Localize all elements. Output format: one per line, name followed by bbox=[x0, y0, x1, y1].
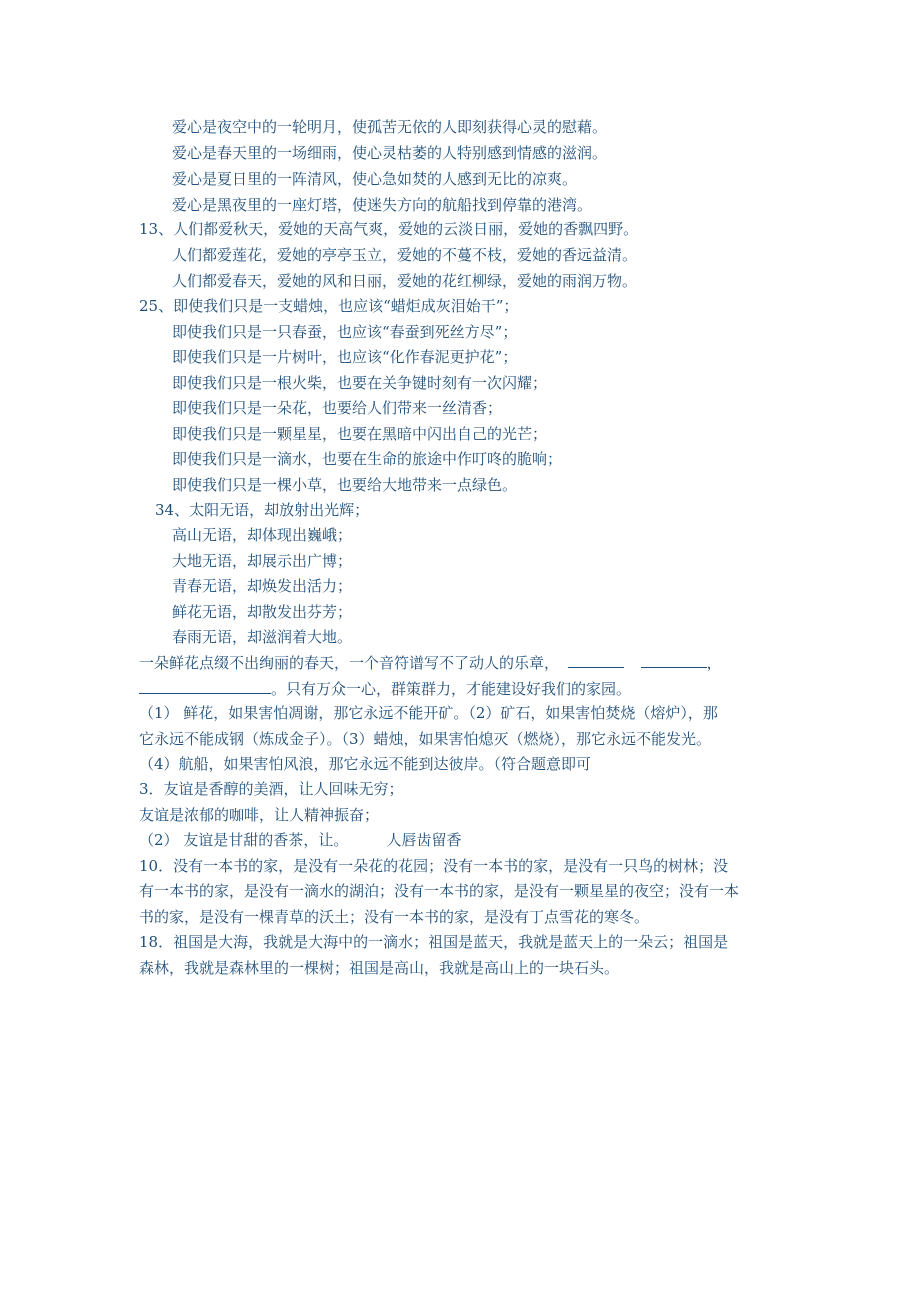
answer-blank bbox=[568, 652, 624, 668]
text-segment: ， bbox=[706, 654, 722, 672]
text-segment: 。只有万众一心，群策群力，才能建设好我们的家园。 bbox=[271, 680, 632, 698]
text-line: 13、人们都爱秋天，爱她的天高气爽，爱她的云淡日丽，爱她的香飘四野。 bbox=[139, 220, 639, 238]
text-line: 有一本书的家，是没有一滴水的湖泊；没有一本书的家，是没有一颗星星的夜空；没有一本 bbox=[139, 882, 740, 900]
text-line: 人们都爱春天，爱她的风和日丽，爱她的花红柳绿，爱她的雨润万物。 bbox=[172, 272, 638, 290]
text-line: 大地无语，却展示出广博； bbox=[172, 552, 353, 570]
answer-blank bbox=[139, 678, 271, 694]
answer-blank bbox=[641, 652, 707, 668]
fill-blank-line bbox=[139, 678, 631, 699]
text-line: 即使我们只是一片树叶，也应该“化作春泥更护花”； bbox=[172, 348, 518, 366]
text-line: （1） 鲜花，如果害怕凋谢，那它永远不能开矿。（2）矿石，如果害怕焚烧（熔炉），那 bbox=[139, 704, 718, 722]
text-line: 爱心是黑夜里的一座灯塔，使迷失方向的航船找到停靠的港湾。 bbox=[172, 196, 593, 214]
text-line: 高山无语，却体现出巍峨； bbox=[172, 526, 353, 544]
text-line: 10．没有一本书的家，是没有一朵花的花园；没有一本书的家，是没有一只鸟的树林；没 bbox=[139, 857, 729, 875]
text-line: 森林，我就是森林里的一棵树；祖国是高山，我就是高山上的一块石头。 bbox=[139, 959, 620, 977]
text-line: 友谊是浓郁的咖啡，让人精神振奋； bbox=[139, 806, 380, 824]
fill-blank-line bbox=[139, 652, 722, 673]
text-line: 即使我们只是一滴水，也要在生命的旅途中作叮咚的脆响； bbox=[172, 450, 563, 468]
text-line: （2） 友谊是甘甜的香茶，让。 人唇齿留香 bbox=[139, 831, 462, 849]
text-line: 即使我们只是一棵小草，也要给大地带来一点绿色。 bbox=[172, 476, 518, 494]
text-line: 春雨无语，却滋润着大地。 bbox=[172, 628, 353, 646]
text-line: 爱心是夜空中的一轮明月，使孤苦无依的人即刻获得心灵的慰藉。 bbox=[172, 118, 608, 136]
text-line: 25、即使我们只是一支蜡烛，也应该“蜡炬成灰泪始干”； bbox=[139, 297, 519, 315]
text-line: 爱心是夏日里的一阵清风，使心急如焚的人感到无比的凉爽。 bbox=[172, 170, 578, 188]
text-line: 即使我们只是一朵花，也要给人们带来一丝清香； bbox=[172, 399, 503, 417]
text-line: （4）航船，如果害怕风浪，那它永远不能到达彼岸。（符合题意即可 bbox=[139, 755, 592, 773]
text-line: 18．祖国是大海，我就是大海中的一滴水；祖国是蓝天，我就是蓝天上的一朵云；祖国是 bbox=[139, 933, 729, 951]
text-line: 青春无语，却焕发出活力； bbox=[172, 577, 353, 595]
text-line: 即使我们只是一根火柴，也要在关争键时刻有一次闪耀； bbox=[172, 374, 548, 392]
text-segment: 一朵鲜花点缀不出绚丽的春天，一个音符谱写不了动人的乐章， bbox=[139, 654, 560, 672]
text-line: 3．友谊是香醇的美酒，让人回味无穷； bbox=[139, 780, 404, 798]
text-line: 爱心是春天里的一场细雨，使心灵枯萎的人特别感到情感的滋润。 bbox=[172, 144, 608, 162]
text-line: 人们都爱莲花，爱她的亭亭玉立，爱她的不蔓不枝，爱她的香远益清。 bbox=[172, 246, 638, 264]
text-line: 鲜花无语，却散发出芬芳； bbox=[172, 603, 353, 621]
text-line: 书的家，是没有一棵青草的沃土；没有一本书的家，是没有丁点雪花的寒冬。 bbox=[139, 908, 650, 926]
text-line: 34、太阳无语，却放射出光辉； bbox=[155, 501, 370, 519]
text-line: 它永远不能成钢（炼成金子）。（3）蜡烛，如果害怕熄灭（燃烧），那它永远不能发光。 bbox=[139, 730, 712, 748]
text-line: 即使我们只是一只春蚕，也应该“春蚕到死丝方尽”； bbox=[172, 323, 518, 341]
text-line: 即使我们只是一颗星星，也要在黑暗中闪出自己的光芒； bbox=[172, 425, 548, 443]
